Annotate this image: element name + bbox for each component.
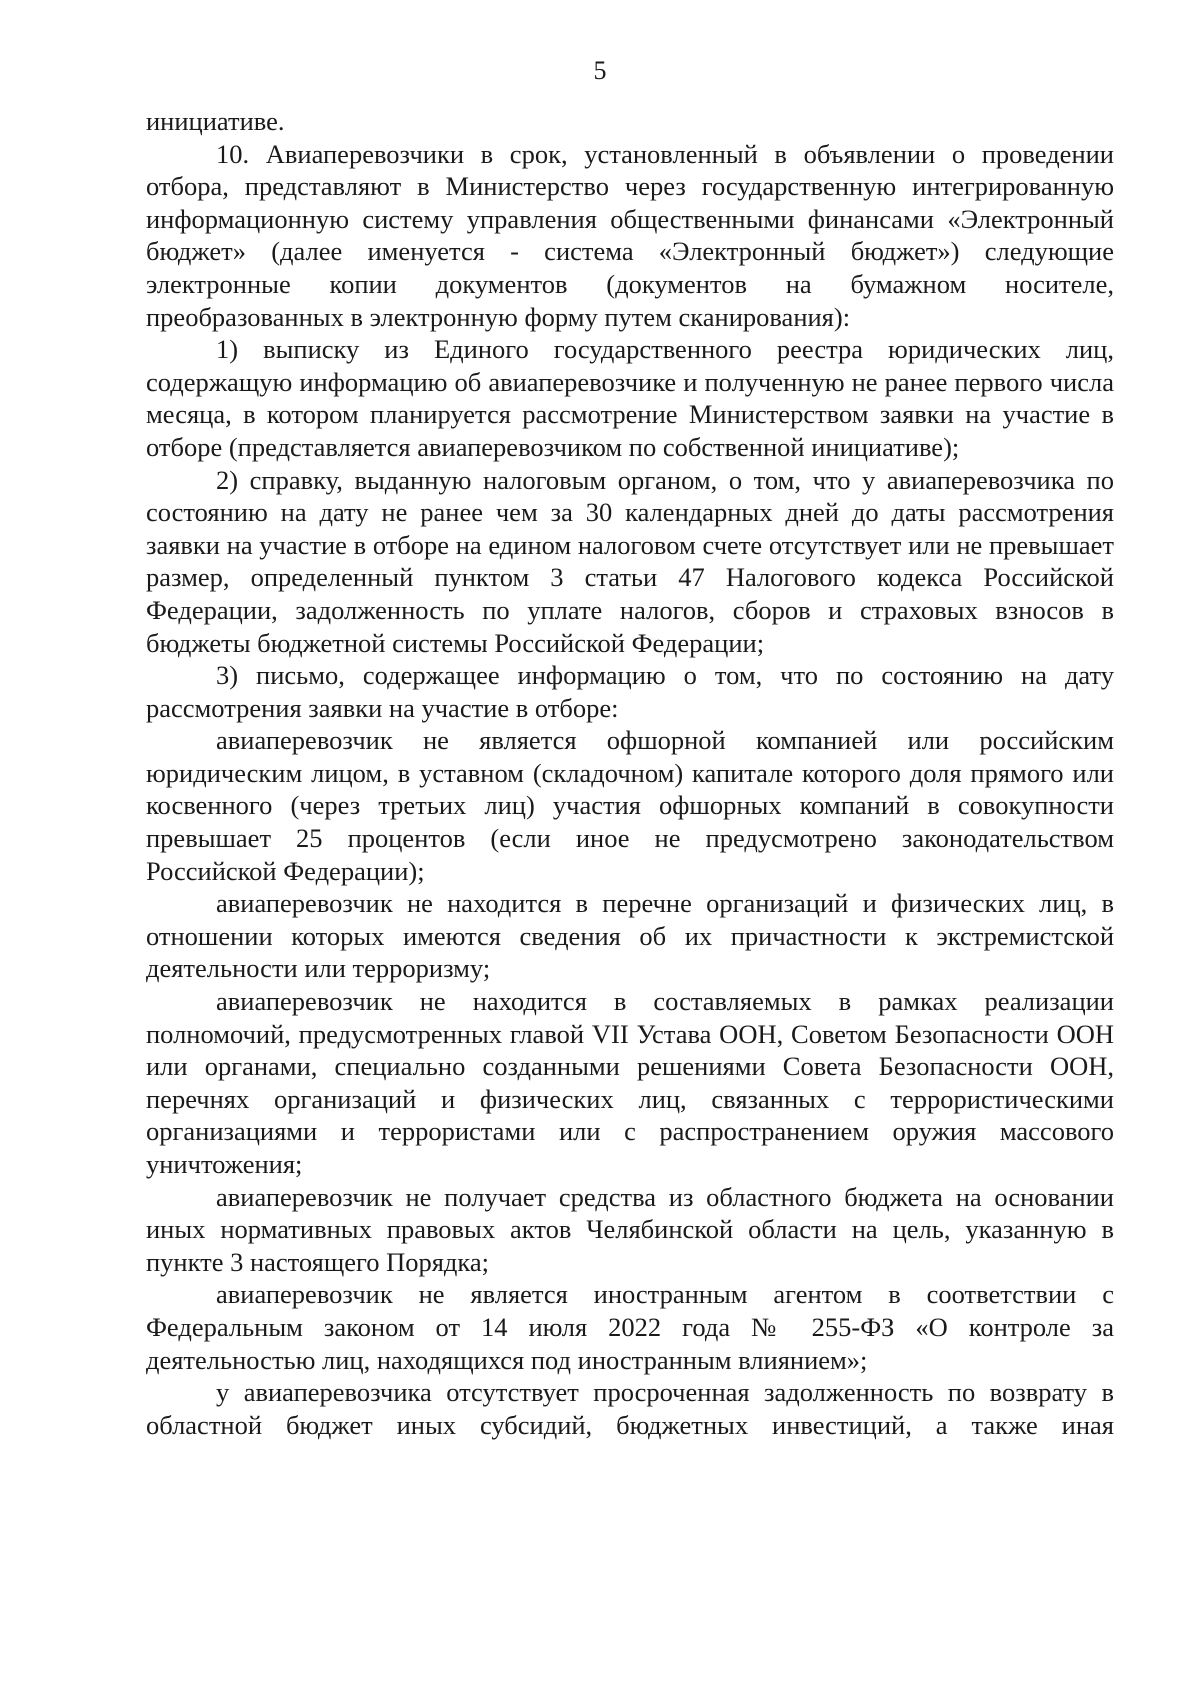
paragraph-subitem-1: 1) выписку из Единого государственного реестра юридических лиц, содержащую информацию об авиаперевозчике и полученную не ранее первого числа месяца, в котором планируется рассмотрение Министерством заявки на участие в отборе (представляется авиаперевозчиком по собственной инициативе); [146, 334, 1114, 462]
paragraph-extremism-condition: авиаперевозчик не находится в перечне организаций и физических лиц, в отношении которых имеются сведения об их причастности к экстремистской деятельности или терроризму; [146, 888, 1114, 984]
page-number: 5 [593, 56, 607, 85]
paragraph-foreign-agent-condition: авиаперевозчик не является иностранным агентом в соответствии с Федеральным законом от 14 июля 2022 года № 255-ФЗ «О контроле за деятельностью лиц, находящихся под иностранным влиянием»; [146, 1279, 1114, 1375]
paragraph-subitem-2: 2) справку, выданную налоговым органом, о том, что у авиаперевозчика по состоянию на дату не ранее чем за 30 календарных дней до даты рассмотрения заявки на участие в отборе на едином налоговом счете отсутствует или не превышает размер, определенный пунктом 3 статьи 47 Налогового кодекса Российской Федерации, задолженность по уплате налогов, сборов и страховых взносов в бюджеты бюджетной системы Российской Федерации; [146, 464, 1114, 658]
paragraph-un-list-condition: авиаперевозчик не находится в составляемых в рамках реализации полномочий, предусмотренных главой VII Устава ООН, Советом Безопасности ООН или органами, специально созданными решениями Совета Безопасности ООН, перечнях организаций и физических лиц, связанных с террористическими организациями и террористами или с распространением оружия массового уничтожения; [146, 986, 1114, 1179]
paragraph-subitem-3: 3) письмо, содержащее информацию о том, что по состоянию на дату рассмотрения заявки на участие в отборе: [146, 660, 1114, 723]
paragraph-budget-funds-condition: авиаперевозчик не получает средства из областного бюджета на основании иных нормативных правовых актов Челябинской области на цель, указанную в пункте 3 настоящего Порядка; [146, 1181, 1114, 1277]
paragraph-offshore-condition: авиаперевозчик не является офшорной компанией или российским юридическим лицом, в уставном (складочном) капитале которого доля прямого или косвенного (через третьих лиц) участия офшорных компаний в совокупности превышает 25 процентов (если иное не предусмотрено законодательством Российской Федерации); [146, 725, 1114, 886]
paragraph-item-10: 10. Авиаперевозчики в срок, установленный в объявлении о проведении отбора, представляют в Министерство через государственную интегрированную информационную систему управления общественными финансами «Электронный бюджет» (далее именуется - система «Электронный бюджет») следующие электронные копии документов (документов на бумажном носителе, преобразованных в электронную форму путем сканирования): [146, 138, 1114, 332]
document-body [146, 105, 1114, 1441]
paragraph-debt-condition: у авиаперевозчика отсутствует просроченная задолженность по возврату в областной бюджет иных субсидий, бюджетных инвестиций, а также иная [146, 1377, 1114, 1440]
paragraph-continuation: инициативе. [146, 106, 285, 136]
